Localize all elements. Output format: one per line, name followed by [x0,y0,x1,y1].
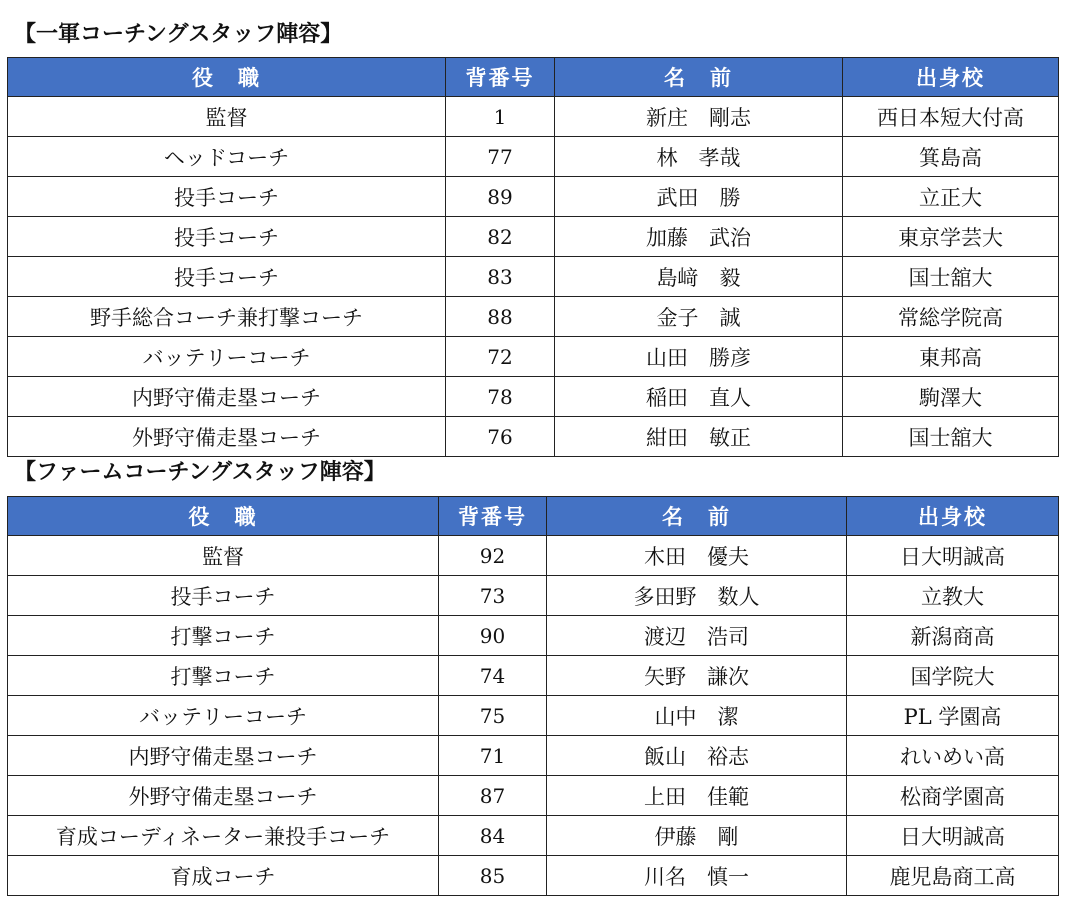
cell-role: 投手コーチ [8,177,446,217]
table-row [8,257,1059,297]
cell-name: 加藤 武治 [555,217,843,257]
cell-role: 打撃コーチ [8,616,439,656]
cell-number: 90 [439,616,547,656]
cell-role: 内野守備走塁コーチ [8,377,446,417]
cell-school: 東邦高 [843,337,1059,377]
cell-role: 投手コーチ [8,576,439,616]
cell-name: 島﨑 毅 [555,257,843,297]
cell-role: バッテリーコーチ [8,696,439,736]
cell-school: 常総学院高 [843,297,1059,337]
cell-name: 川名 慎一 [547,856,847,896]
column-header-name: 名 前 [555,58,843,97]
staff-table-first-team [7,57,1059,457]
cell-school: 日大明誠高 [847,536,1059,576]
cell-number: 88 [446,297,555,337]
cell-name: 山田 勝彦 [555,337,843,377]
table-row [8,776,1059,816]
cell-name: 飯山 裕志 [547,736,847,776]
cell-name: 多田野 数人 [547,576,847,616]
cell-number: 74 [439,656,547,696]
table-row [8,97,1059,137]
cell-school: 立教大 [847,576,1059,616]
table-row [8,736,1059,776]
table-header-row [8,58,1059,97]
cell-number: 85 [439,856,547,896]
cell-school: 松商学園高 [847,776,1059,816]
cell-school: 駒澤大 [843,377,1059,417]
cell-number: 92 [439,536,547,576]
cell-school: 箕島高 [843,137,1059,177]
cell-role: 野手総合コーチ兼打撃コーチ [8,297,446,337]
table-row [8,297,1059,337]
cell-number: 71 [439,736,547,776]
cell-name: 紺田 敏正 [555,417,843,457]
cell-role: 投手コーチ [8,257,446,297]
cell-school: 国学院大 [847,656,1059,696]
cell-name: 上田 佳範 [547,776,847,816]
table-row [8,137,1059,177]
cell-name: 渡辺 浩司 [547,616,847,656]
table-header-row [8,497,1059,536]
table-row [8,656,1059,696]
cell-school: 西日本短大付高 [843,97,1059,137]
cell-school: 新潟商高 [847,616,1059,656]
cell-role: 打撃コーチ [8,656,439,696]
cell-name: 矢野 謙次 [547,656,847,696]
cell-role: 外野守備走塁コーチ [8,417,446,457]
cell-number: 89 [446,177,555,217]
cell-name: 木田 優夫 [547,536,847,576]
cell-role: 内野守備走塁コーチ [8,736,439,776]
cell-role: 監督 [8,97,446,137]
cell-role: 育成コーディネーター兼投手コーチ [8,816,439,856]
cell-school: PL 学園高 [847,696,1059,736]
cell-school: 東京学芸大 [843,217,1059,257]
cell-role: 監督 [8,536,439,576]
cell-number: 1 [446,97,555,137]
cell-number: 83 [446,257,555,297]
column-header-role: 役 職 [8,497,439,536]
cell-number: 76 [446,417,555,457]
cell-school: 国士舘大 [843,417,1059,457]
table-row [8,217,1059,257]
cell-number: 84 [439,816,547,856]
section-title-farm-team: 【ファームコーチングスタッフ陣容】 [14,460,386,485]
table-row [8,696,1059,736]
section-title-first-team: 【一軍コーチングスタッフ陣容】 [14,22,343,47]
cell-school: 国士舘大 [843,257,1059,297]
cell-role: 外野守備走塁コーチ [8,776,439,816]
cell-school: 日大明誠高 [847,816,1059,856]
column-header-number: 背番号 [446,58,555,97]
cell-number: 77 [446,137,555,177]
table-row [8,616,1059,656]
column-header-role: 役 職 [8,58,446,97]
cell-role: ヘッドコーチ [8,137,446,177]
table-row [8,417,1059,457]
cell-name: 林 孝哉 [555,137,843,177]
table-row [8,856,1059,896]
cell-school: 立正大 [843,177,1059,217]
column-header-school: 出身校 [843,58,1059,97]
cell-number: 87 [439,776,547,816]
staff-table-farm-team [7,496,1059,896]
cell-number: 72 [446,337,555,377]
column-header-number: 背番号 [439,497,547,536]
cell-number: 78 [446,377,555,417]
table-row [8,536,1059,576]
cell-school: 鹿児島商工高 [847,856,1059,896]
cell-number: 75 [439,696,547,736]
cell-school: れいめい高 [847,736,1059,776]
cell-name: 武田 勝 [555,177,843,217]
table-row [8,576,1059,616]
cell-number: 73 [439,576,547,616]
cell-name: 金子 誠 [555,297,843,337]
column-header-name: 名 前 [547,497,847,536]
cell-role: バッテリーコーチ [8,337,446,377]
cell-name: 伊藤 剛 [547,816,847,856]
table-row [8,337,1059,377]
cell-number: 82 [446,217,555,257]
cell-role: 投手コーチ [8,217,446,257]
table-row [8,377,1059,417]
cell-role: 育成コーチ [8,856,439,896]
table-row [8,177,1059,217]
cell-name: 新庄 剛志 [555,97,843,137]
cell-name: 山中 潔 [547,696,847,736]
table-row [8,816,1059,856]
column-header-school: 出身校 [847,497,1059,536]
cell-name: 稲田 直人 [555,377,843,417]
